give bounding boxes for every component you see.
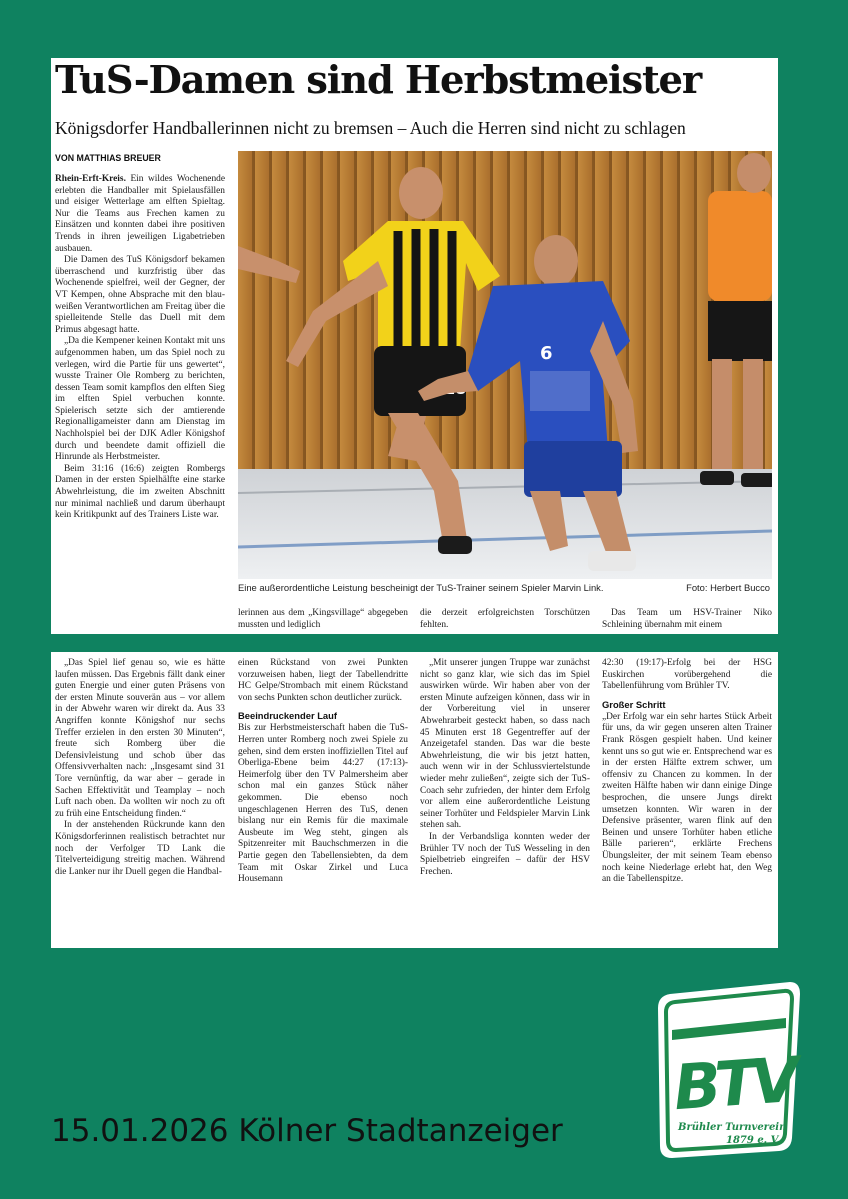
bottom-column-4 bbox=[602, 658, 772, 946]
top-column-2-tail bbox=[238, 608, 408, 634]
bottom-column-2 bbox=[238, 658, 408, 946]
paragraph: Das Team um HSV-Trainer Niko Schleining übernahm mit einem bbox=[602, 608, 772, 630]
dateline: Rhein-Erft-Kreis. bbox=[55, 174, 126, 184]
article-photo bbox=[238, 151, 772, 579]
top-column-4-tail bbox=[602, 608, 772, 634]
paragraph: „Das Spiel lief genau so, wie es hätte laufen müssen. Das Ergebnis fällt dank einer guten Energie und einer guten Präsens von der ersten Minute souverän aus – vor allem in der Abwehr waren wir direkt da. Aus 33 Angriffen konnte Königshof nur sechs Treffer erzielen in den ersten 30 Minuten“, freute sich Romberg über die Defensivleistung und schob über das Offensivverhalten nach: „Insgesamt sind 31 Tore vernünftig, da war aber – gerade in Sachen Effektivität und Teamplay – noch Luft nach oben. Da wollten wir noch zu oft zu früh eine Entscheidung finden.“ bbox=[55, 658, 225, 819]
paragraph: In der anstehenden Rückrunde kann den Königsdorferinnen realistisch betrachtet nur noch der Verfolger TD Lank die Titelverteidigung streitig machen. Während die Lanker nur ihr Duell gegen die Handbal- bbox=[55, 820, 225, 877]
paragraph: Die Damen des TuS Königsdorf bekamen überraschend und kurzfristig über das Wochenende spielfrei, weil der Gegner, der VT Kempen, ohne Absprache mit den blau-weißen Verantwortlichen am Freitag über die spielleitende Stelle das Duell mit dem Primus abgesagt hatte. bbox=[55, 255, 225, 335]
paragraph: die derzeit erfolgreichsten Torschützen fehlten. bbox=[420, 608, 590, 630]
bottom-column-3 bbox=[420, 658, 590, 946]
top-column-1 bbox=[55, 174, 225, 634]
byline: VON MATTHIAS BREUER bbox=[55, 153, 161, 163]
caption-text: Eine außerordentliche Leistung bescheinigt der TuS-Trainer seinem Spieler Marvin Link. bbox=[238, 582, 604, 593]
subheadline: Königsdorfer Handballerinnen nicht zu bremsen – Auch die Herren sind nicht zu schlagen bbox=[55, 118, 686, 138]
handball-photo-illustration bbox=[238, 151, 772, 579]
section-heading: Beeindruckender Lauf bbox=[238, 710, 337, 722]
paragraph: „Da die Kempener keinen Kontakt mit uns aufgenommen haben, um das Spiel noch zu verlegen, wird die Partie für uns gewertet“, wusste Trainer Ole Romberg zu berichten, dessen Team somit kampflos den elften Sieg im elften Spiel verbuchen konnte. Spielerisch setzte sich der amtierende Regionalligameister dann am Dienstag im Nachholspiel bei der DJK Adler Königshof durch und beendete damit offiziell die Hinrunde als Herbstmeister. bbox=[55, 336, 225, 463]
paragraph: lerinnen aus dem „Kingsvillage“ abgegeben mussten und lediglich bbox=[238, 608, 408, 630]
paragraph: Bis zur Herbstmeisterschaft haben die TuS-Herren unter Romberg noch zwei Spiele zu gehen, sind dem ersten inoffiziellen Titel auf Oberliga-Ebene beim 44:27 (17:13)-Heimerfolg über den TV Palmersheim aber schon mal ein ganzes Stück näher gekommen. Die ebenso noch ungeschlagenen Herren des TuS, denen bislang nur ein Remis für die maximale Ausbeute im Weg steht, gingen als Spitzenreiter mit Bauchschmerzen in die Partie gegen den Tabellensiebten, da dem Team mit Oskar Zirkel und Luca Housemann bbox=[238, 723, 408, 885]
logo-letters: BTV bbox=[671, 1043, 796, 1125]
logo-founded: 1879 e. V. bbox=[726, 1135, 781, 1146]
article-top-clipping bbox=[51, 58, 778, 634]
paragraph: einen Rückstand von zwei Punkten vorzuweisen haben, liegt der Tabellendritte HC Gelpe/Strombach mit einem Rückstand von sechs Punkten schon deutlicher zurück. bbox=[238, 658, 408, 703]
btv-club-logo bbox=[652, 978, 804, 1160]
paragraph: 42:30 (19:17)-Erfolg bei der HSG Euskirchen vorübergehend die Tabellenführung vom Brühler TV. bbox=[602, 658, 772, 692]
headline: TuS-Damen sind Herbstmeister bbox=[55, 58, 701, 103]
btv-logo-graphic bbox=[652, 978, 804, 1160]
article-bottom-clipping bbox=[51, 652, 778, 948]
paragraph: „Der Erfolg war ein sehr hartes Stück Arbeit für uns, da wir gegen unseren alten Trainer Frank Rösgen gespielt haben. Und keiner kennt uns so gut wie er. Entsprechend war es in der ersten Hälfte extrem schwer, um offensiv zu Chancen zu kommen. In der zweiten Hälfte haben wir dann einige Dinge besprochen, die unsere Jungs direkt umsetzen konnten. Wir waren in der Defensive präsenter, waren flink auf den Beinen und unsere Torhüter haben etliche Bälle parieren“, erklärte Frechens Übungsleiter, der mit seinem Team ebenso noch keine Niederlage erlebt hat, den Weg an die Tabellenspitze. bbox=[602, 711, 772, 885]
logo-club-name: Brühler Turnverein bbox=[678, 1122, 787, 1133]
date-source-label: 15.01.2026 Kölner Stadtanzeiger bbox=[51, 1113, 563, 1149]
paragraph: Beim 31:16 (16:6) zeigten Rombergs Damen in der ersten Spielhälfte eine starke Abwehrleistung, die im zweiten Abschnitt nur minimal nachließ und darum überhaupt kein Kritikpunkt auf des Trainers Liste war. bbox=[55, 463, 225, 521]
top-column-3-tail bbox=[420, 608, 590, 634]
section-heading: Großer Schritt bbox=[602, 698, 666, 710]
paragraph: „Mit unserer jungen Truppe war zunächst nicht so ganz klar, wie sich das im Spiel auswirken würde. Wir haben aber von der ersten Minute aufzeigen können, dass wir in der Vorbereitung viel in unserer Abwehrarbeit gesteckt haben, so dass nach 45 Minuten erst 18 Gegentreffer auf der Anzeigetafel standen. Das war die beste Abwehrleistung, die wir bis jetzt hatten, auch wenn wir in der Schlussviertelstunde wieder mehr zuließen“, zeigte sich der TuS-Coach sehr zufrieden, der hinter dem Erfolg vor allem eine außerordentliche Leistung seiner Torhüter und Feldspieler Marvin Link stehen sah. bbox=[420, 658, 590, 831]
photo-credit: Foto: Herbert Bucco bbox=[686, 582, 770, 593]
paragraph: In der Verbandsliga konnten weder der Brühler TV noch der TuS Wesseling in den Spielbetrieb eingreifen – dafür der HSV Frechen. bbox=[420, 831, 590, 877]
photo-caption bbox=[238, 582, 772, 593]
paragraph: Ein wildes Wochenende erlebten die Handballer mit Spielausfällen und eisiger Wetterlage am elften Spieltag. Nur die Teams aus Frechen kamen zu Einsätzen und konnten dabei ihre positiven Trends in ihren jeweiligen Ligabetrieben ausbauen. bbox=[55, 174, 225, 254]
bottom-column-1 bbox=[55, 658, 225, 946]
jersey-number-6: 6 bbox=[540, 343, 553, 364]
